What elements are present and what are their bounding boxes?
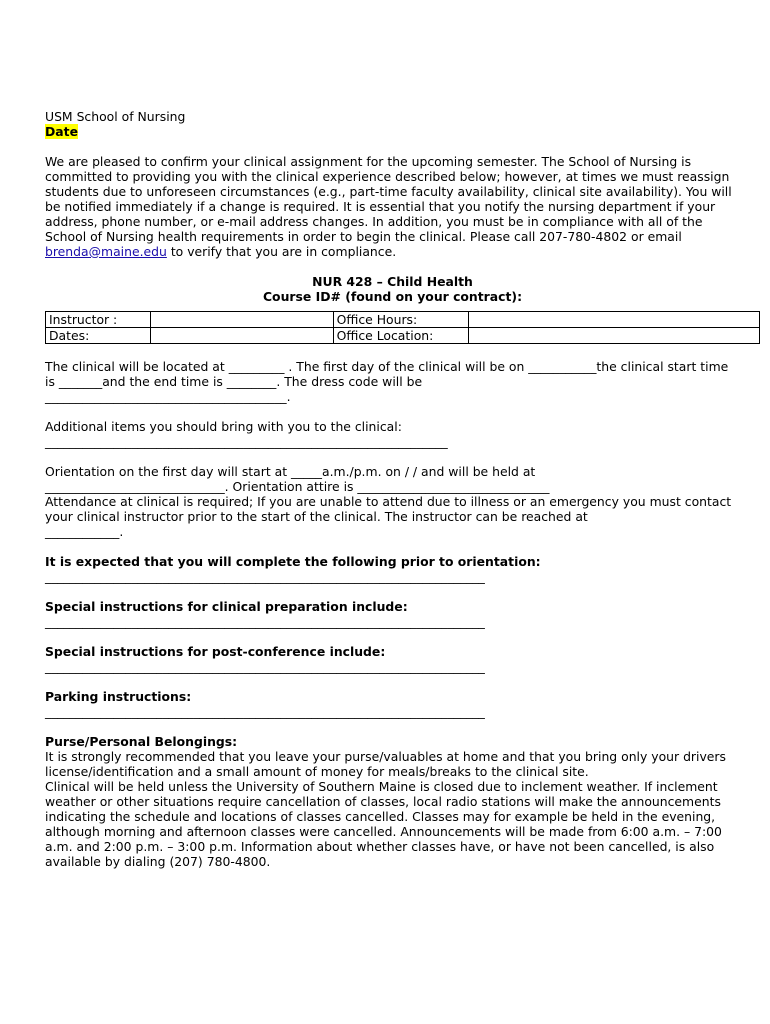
intro-text: We are pleased to confirm your clinical assignment for the upcoming semester. The School of Nursing is committed to providing you with the clinical experience described below; however, at times we must reassign students due to unforeseen circumstances (e.g., part-time faculty availability, clinical site availability). You will be notified immediately if a change is required. It is essential that you notify the nursing department if your address, phone number, or e-mail address changes. In addition, you must be in compliance with all of the School of Nursing health requirements in order to begin the clinical. Please call 207-780-4802 or email [45,154,732,244]
office-location-label: Office Location: [333,328,469,344]
intro-text-end: to verify that you are in compliance. [166,244,397,259]
section-title: Special instructions for post-conference include: [45,644,386,659]
intro-paragraph [45,154,740,259]
section-blank: _______________________________________________________________________ [45,659,485,674]
date-placeholder: Date [45,124,78,139]
orientation-start-text: Orientation on the first day will start at _____a.m./p.m. on / / and will be held at [45,464,536,479]
org-name: USM School of Nursing [45,109,186,124]
orientation-attire-text: _____________________________. Orientation attire is _______________________________ [45,479,550,494]
course-info-table [45,311,760,344]
section-title: Special instructions for clinical preparation include: [45,599,408,614]
purse-text: It is strongly recommended that you leave your purse/valuables at home and that you bring only your drivers license/identification and a small amount of money for meals/breaks to the clinical site. [45,749,726,779]
section-blank: _______________________________________________________________________ [45,704,485,719]
additional-items-label: Additional items you should bring with you to the clinical: [45,419,402,434]
letter-page [45,109,740,869]
instructor-contact-blank: ____________. [45,524,124,539]
dates-value[interactable] [150,328,333,344]
section-blank: _______________________________________________________________________ [45,614,485,629]
purse-title: Purse/Personal Belongings: [45,734,238,749]
instructor-value[interactable] [150,312,333,328]
course-id-label: Course ID# (found on your contract): [262,289,523,304]
table-row [46,312,760,328]
dates-label: Dates: [46,328,151,344]
section-title: It is expected that you will complete the following prior to orientation: [45,554,541,569]
additional-items-blank: _________________________________________________________________ [45,434,448,449]
office-hours-label: Office Hours: [333,312,469,328]
instructor-label: Instructor : [46,312,151,328]
clinical-location-text: The clinical will be located at _________ . The first day of the clinical will be on ___________the clinical start time is _______and the end time is ________. The dress code will be [45,359,729,389]
office-hours-value[interactable] [469,312,760,328]
weather-closing-text: Clinical will be held unless the University of Southern Maine is closed due to inclement weather. If inclement weather or other situations require cancellation of classes, local radio stations will make the announcements indicating the schedule and locations of classes cancelled. Classes may for example be held in the evening, although morning and afternoon classes were cancelled. Announcements will be made from 6:00 a.m. – 7:00 a.m. and 2:00 p.m. – 3:00 p.m. Information about whether classes have, or have not been cancelled, is also available by dialing (207) 780-4800. [45,779,722,869]
dress-code-blank: _______________________________________. [45,389,291,404]
attendance-text: Attendance at clinical is required; If you are unable to attend due to illness or an emergency you must contact your clinical instructor prior to the start of the clinical. The instructor can be reached at [45,494,732,524]
course-title: NUR 428 – Child Health [312,274,473,289]
email-link[interactable]: brenda@maine.edu [45,244,167,259]
section-title: Parking instructions: [45,689,192,704]
section-blank: _______________________________________________________________________ [45,569,485,584]
office-location-value[interactable] [469,328,760,344]
table-row [46,328,760,344]
